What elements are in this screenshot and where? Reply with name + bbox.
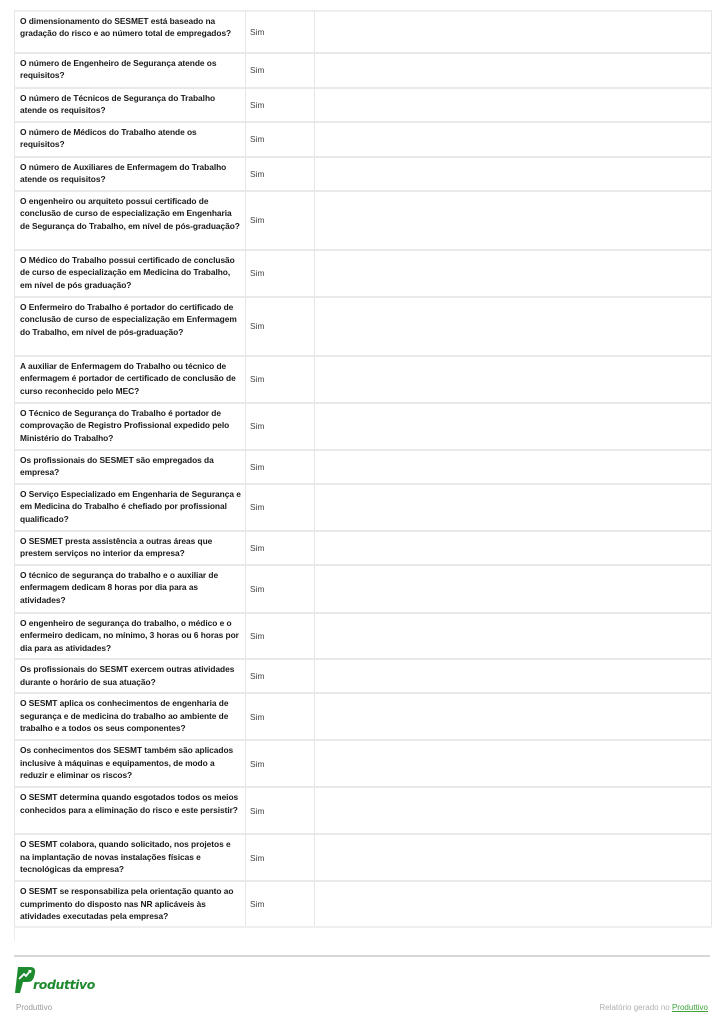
checklist-body [14,10,712,941]
answer-cell: Sim [245,449,314,483]
checklist-row [14,190,712,249]
checklist-row [14,880,712,926]
checklist-row [14,833,712,880]
answer-cell: Sim [245,52,314,87]
checklist-row [14,739,712,786]
footer-brand-name: Produttivo [16,1003,53,1012]
question-text: O Médico do Trabalho possui certificado de conclusão de curso de especialização em Medicina do Trabalho, em nível de pós graduação? [20,255,235,290]
notes-cell [314,190,712,249]
table-end-cell [14,926,712,941]
question-text: Os profissionais do SESMT exercem outras atividades durante o horário de sua atuação? [20,664,235,687]
answer-cell: Sim [245,833,314,880]
answer-cell: Sim [245,296,314,355]
report-page [14,10,710,941]
produttivo-link[interactable]: Produttivo [671,1003,708,1012]
question-cell [14,612,245,658]
notes-cell [314,156,712,190]
notes-cell [314,87,712,121]
checklist-row [14,52,712,87]
checklist-row [14,449,712,483]
notes-cell [314,483,712,530]
answer-cell: Sim [245,10,314,52]
checklist-row [14,121,712,156]
checklist-table [14,10,712,941]
question-text: O engenheiro de segurança do trabalho, o médico e o enfermeiro dedicam, no mínimo, 3 horas ou 6 horas por dia para as atividades? [20,618,239,653]
answer-cell: Sim [245,355,314,402]
notes-cell [314,355,712,402]
question-text: O engenheiro ou arquiteto possui certificado de conclusão de curso de especialização em Engenharia de Segurança do Trabalho, em nível de pós-graduação? [20,196,240,231]
logo-wordmark: roduttivo [33,977,95,992]
question-cell [14,52,245,87]
question-text: O número de Auxiliares de Enfermagem do Trabalho atende os requisitos? [20,162,227,185]
question-text: O SESMET presta assistência a outras áreas que prestem serviços no interior da empresa? [20,536,213,559]
question-text: O SESMT se responsabiliza pela orientação quanto ao cumprimento do disposto nas NR aplicáveis às atividades executadas pela empresa? [20,886,234,922]
question-cell [14,190,245,249]
answer-cell: Sim [245,692,314,739]
notes-cell [314,10,712,52]
notes-cell [314,692,712,739]
answer-cell: Sim [245,612,314,658]
question-text: O dimensionamento do SESMET está baseado na gradação do risco e ao número total de empregados? [20,16,232,39]
question-cell [14,564,245,612]
answer-cell: Sim [245,530,314,564]
question-cell [14,296,245,355]
question-cell [14,658,245,692]
answer-cell: Sim [245,87,314,121]
checklist-row [14,786,712,833]
question-text: O Enfermeiro do Trabalho é portador do certificado de conclusão de curso de especialização em Enfermagem do Trabalho, em nível de pós-graduação? [20,302,237,337]
question-cell [14,739,245,786]
answer-cell: Sim [245,786,314,833]
question-text: Os conhecimentos dos SESMT também são aplicados inclusive à máquinas e equipamentos, de modo a reduzir e eliminar os riscos? [20,745,234,781]
question-cell [14,121,245,156]
question-text: O técnico de segurança do trabalho e o auxiliar de enfermagem dedicam 8 horas por dia para as atividades? [20,570,219,605]
notes-cell [314,296,712,355]
notes-cell [314,52,712,87]
question-text: O Serviço Especializado em Engenharia de Segurança e em Medicina do Trabalho é chefiado por profissional qualificado? [20,489,241,524]
notes-cell [314,833,712,880]
notes-cell [314,564,712,612]
answer-cell: Sim [245,739,314,786]
footer-divider [14,955,710,957]
question-text: O SESMT colabora, quando solicitado, nos projetos e na implantação de novas instalações físicas e tecnológicas da empresa? [20,839,231,875]
question-cell [14,87,245,121]
question-cell [14,880,245,926]
question-text: Os profissionais do SESMET são empregados da empresa? [20,455,214,478]
notes-cell [314,402,712,449]
footer-generated-note [599,1003,708,1012]
checklist-row [14,10,712,52]
produttivo-logo [14,965,94,995]
question-cell [14,449,245,483]
checklist-row [14,692,712,739]
notes-cell [314,449,712,483]
question-cell [14,402,245,449]
answer-cell: Sim [245,483,314,530]
answer-cell: Sim [245,190,314,249]
question-text: O número de Médicos do Trabalho atende os requisitos? [20,127,197,150]
question-cell [14,483,245,530]
notes-cell [314,658,712,692]
notes-cell [314,612,712,658]
question-cell [14,156,245,190]
notes-cell [314,786,712,833]
notes-cell [314,121,712,156]
notes-cell [314,880,712,926]
checklist-row [14,564,712,612]
table-end-band [14,926,712,941]
checklist-row [14,355,712,402]
question-cell [14,10,245,52]
question-cell [14,833,245,880]
answer-cell: Sim [245,156,314,190]
checklist-row [14,87,712,121]
checklist-row [14,249,712,296]
question-cell [14,249,245,296]
notes-cell [314,249,712,296]
question-text: O número de Engenheiro de Segurança atende os requisitos? [20,58,217,81]
checklist-row [14,402,712,449]
question-cell [14,355,245,402]
question-cell [14,692,245,739]
answer-cell: Sim [245,402,314,449]
question-text: A auxiliar de Enfermagem do Trabalho ou técnico de enfermagem é portador de certificado de conclusão de curso reconhecido pelo MEC? [20,361,236,396]
question-text: O Técnico de Segurança do Trabalho é portador de comprovação de Registro Profissional expedido pelo Ministério do Trabalho? [20,408,230,443]
checklist-row [14,530,712,564]
question-cell [14,786,245,833]
notes-cell [314,530,712,564]
notes-cell [314,739,712,786]
answer-cell: Sim [245,658,314,692]
checklist-row [14,658,712,692]
checklist-row [14,156,712,190]
question-text: O número de Técnicos de Segurança do Trabalho atende os requisitos? [20,93,216,116]
question-cell [14,530,245,564]
generated-prefix: Relatório gerado no [599,1003,672,1012]
checklist-row [14,296,712,355]
question-text: O SESMT determina quando esgotados todos os meios conhecidos para a eliminação do risco e este persistir? [20,792,239,815]
answer-cell: Sim [245,121,314,156]
checklist-row [14,483,712,530]
answer-cell: Sim [245,880,314,926]
answer-cell: Sim [245,249,314,296]
question-text: O SESMT aplica os conhecimentos de engenharia de segurança e de medicina do trabalho ao ambiente de trabalho e a todos os seus componentes? [20,698,229,734]
answer-cell: Sim [245,564,314,612]
checklist-row [14,612,712,658]
